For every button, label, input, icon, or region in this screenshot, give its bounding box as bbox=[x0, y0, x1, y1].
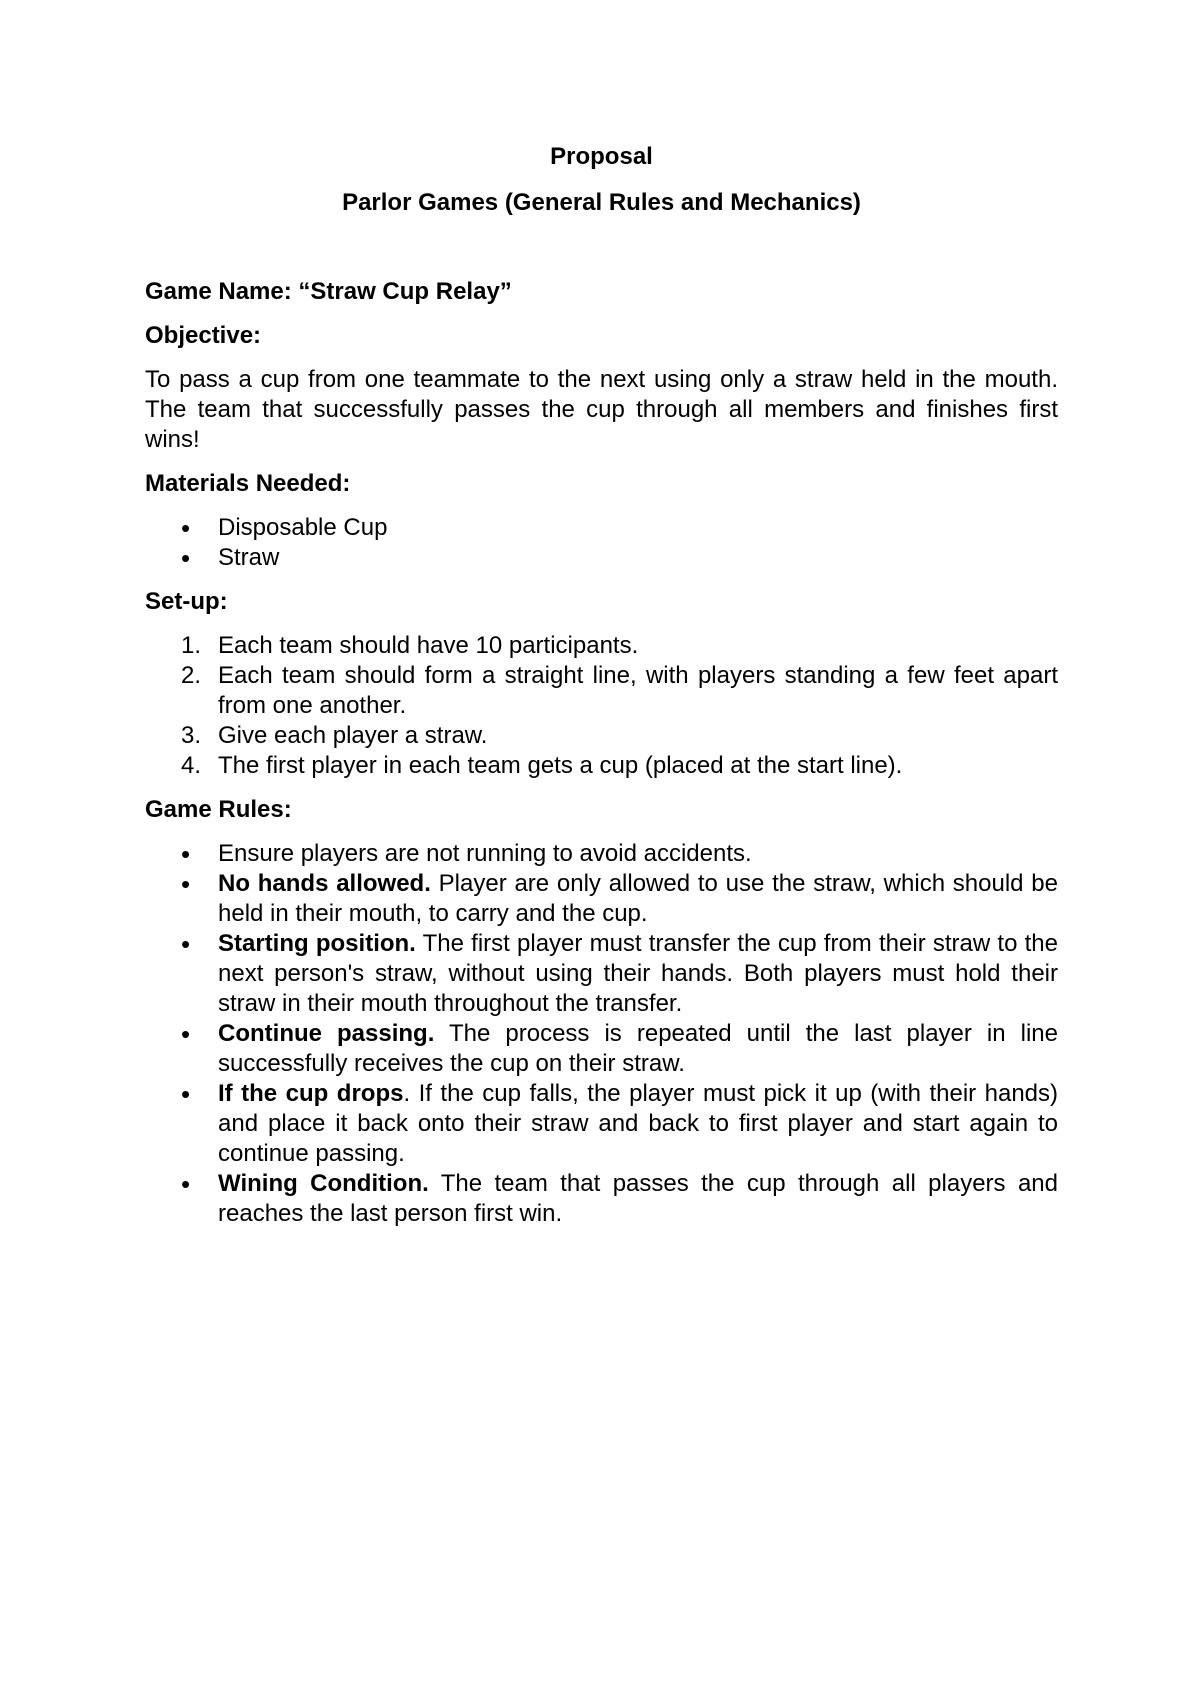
list-item bbox=[145, 869, 1058, 929]
list-item bbox=[145, 1079, 1058, 1169]
rule-title: Starting position. bbox=[218, 930, 416, 957]
setup-list bbox=[145, 631, 1058, 781]
materials-list bbox=[145, 513, 1058, 573]
rule-title: If the cup drops bbox=[218, 1080, 404, 1107]
list-item-text: The first player in each team gets a cup (placed at the start line). bbox=[218, 752, 903, 779]
list-item bbox=[145, 721, 1058, 751]
rules-heading: Game Rules: bbox=[145, 796, 292, 823]
list-item bbox=[145, 631, 1058, 661]
list-item-text: Each team should form a straight line, with players standing a few feet apart from one another. bbox=[218, 662, 1058, 719]
objective-text: To pass a cup from one teammate to the next using only a straw held in the mouth. The team that successfully passes the cup through all members and finishes first wins! bbox=[145, 366, 1058, 453]
list-item bbox=[145, 661, 1058, 721]
list-item: • Straw bbox=[145, 543, 1058, 573]
list-number: 2. bbox=[181, 662, 202, 689]
list-item: • Disposable Cup bbox=[145, 513, 1058, 543]
document-title: Proposal bbox=[550, 143, 653, 170]
rule-text: . If the cup falls, the player must pick it up (with their hands) and place it back onto their straw and back to first player and start again to continue passing. bbox=[218, 1080, 1059, 1167]
objective-heading: Objective: bbox=[145, 322, 262, 349]
list-number: 3. bbox=[181, 722, 202, 749]
rule-text: The team that passes the cup through all players and reaches the last person first win. bbox=[218, 1170, 1058, 1227]
setup-heading: Set-up: bbox=[145, 588, 228, 615]
document-subtitle: Parlor Games (General Rules and Mechanics) bbox=[342, 189, 861, 216]
rule-text: Ensure players are not running to avoid accidents. bbox=[218, 840, 752, 867]
rule-text: The first player must transfer the cup from their straw to the next person's straw, without using their hands. Both players must hold their straw in their mouth throughout the transfer. bbox=[218, 930, 1058, 1017]
rule-title: Continue passing. bbox=[218, 1020, 435, 1047]
game-name-heading: Game Name: “Straw Cup Relay” bbox=[145, 278, 512, 305]
list-item-text: Each team should have 10 participants. bbox=[218, 632, 639, 659]
list-item bbox=[145, 751, 1058, 781]
list-item bbox=[145, 839, 1058, 869]
list-number: 4. bbox=[181, 752, 202, 779]
rule-title: No hands allowed. bbox=[218, 870, 431, 897]
rule-title: Wining Condition. bbox=[218, 1170, 429, 1197]
rules-list bbox=[145, 839, 1058, 1229]
list-item-text: Give each player a straw. bbox=[218, 722, 488, 749]
list-number: 1. bbox=[181, 632, 202, 659]
rule-text: Player are only allowed to use the straw, which should be held in their mouth, to carry and the cup. bbox=[218, 870, 1058, 927]
list-item bbox=[145, 929, 1058, 1019]
rule-text: The process is repeated until the last player in line successfully receives the cup on their straw. bbox=[218, 1020, 1058, 1077]
materials-heading: Materials Needed: bbox=[145, 470, 351, 497]
list-item bbox=[145, 1019, 1058, 1079]
list-item bbox=[145, 1169, 1058, 1229]
